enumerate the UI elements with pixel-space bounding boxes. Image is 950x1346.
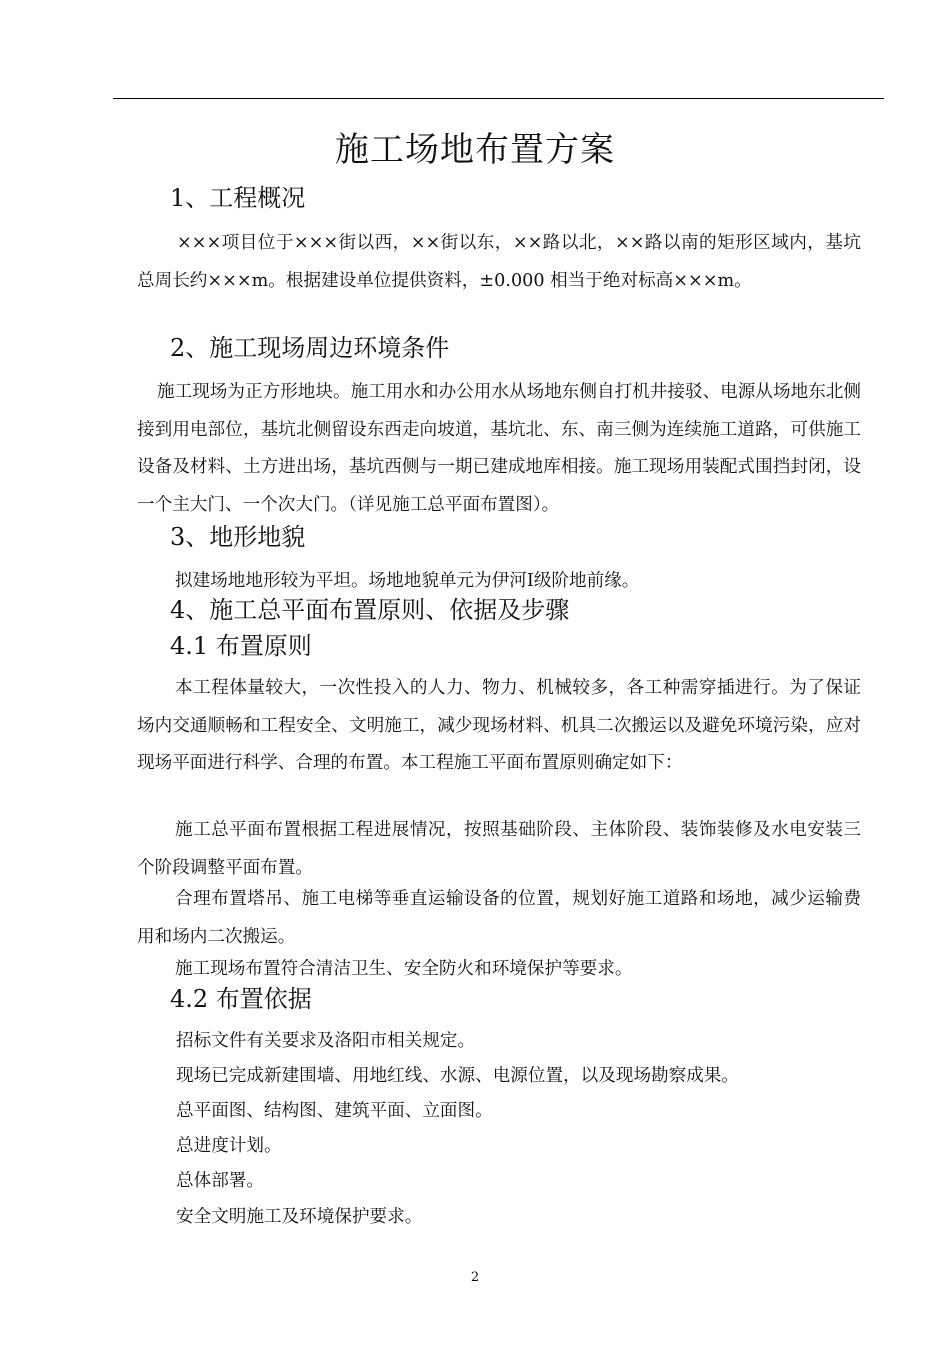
list-item: 现场已完成新建围墙、用地红线、水源、电源位置，以及现场勘察成果。 [176,1066,740,1086]
document-title: 施工场地布置方案 [335,130,615,170]
section-heading-3: 3、地形地貌 [170,523,306,551]
list-item: 总进度计划。 [176,1136,282,1156]
list-item: 总体部署。 [176,1171,264,1191]
section-3-paragraph: 拟建场地地形较为平坦。场地地貌单元为伊河Ⅰ级阶地前缘。 [175,571,640,591]
section-heading-4: 4、施工总平面布置原则、依据及步骤 [170,596,570,624]
list-item: 总平面图、结构图、建筑平面、立面图。 [176,1101,493,1121]
list-item: 招标文件有关要求及洛阳市相关规定。 [176,1031,476,1051]
section-heading-1: 1、工程概况 [170,184,306,212]
section-4-1-paragraph: 合理布置塔吊、施工电梯等垂直运输设备的位置，规划好施工道路和场地，减少运输费用和场内二次搬运。 [137,889,861,947]
page-number: 2 [470,1270,480,1285]
section-heading-4-2: 4.2 布置依据 [170,985,312,1013]
section-2-paragraph: 施工现场为正方形地块。施工用水和办公用水从场地东侧自打机井接驳、电源从场地东北侧接到用电部位，基坑北侧留设东西走向坡道，基坑北、东、南三侧为连续施工道路，可供施工设备及材料、土方进出场，基坑西侧与一期已建成地库相接。施工现场用装配式围挡封闭，设一个主大门、一个次大门。（详见施工总平面布置图）。 [137,382,861,515]
section-heading-2: 2、施工现场周边环境条件 [170,334,450,362]
section-1-paragraph: ×××项目位于×××街以西，××街以东，××路以北，××路以南的矩形区域内，基坑总周长约×××m。根据建设单位提供资料，±0.000 相当于绝对标高×××m。 [137,233,861,291]
list-item: 安全文明施工及环境保护要求。 [176,1207,423,1227]
header-rule [113,98,884,99]
section-4-1-paragraph: 施工现场布置符合清洁卫生、安全防火和环境保护等要求。 [175,959,633,979]
section-4-1-paragraph: 本工程体量较大，一次性投入的人力、物力、机械较多，各工种需穿插进行。为了保证场内交通顺畅和工程安全、文明施工，减少现场材料、机具二次搬运以及避免环境污染，应对现场平面进行科学、合理的布置。本工程施工平面布置原则确定如下： [137,678,861,773]
section-4-1-paragraph: 施工总平面布置根据工程进展情况，按照基础阶段、主体阶段、装饰装修及水电安装三个阶段调整平面布置。 [137,820,861,878]
section-heading-4-1: 4.1 布置原则 [170,632,312,660]
